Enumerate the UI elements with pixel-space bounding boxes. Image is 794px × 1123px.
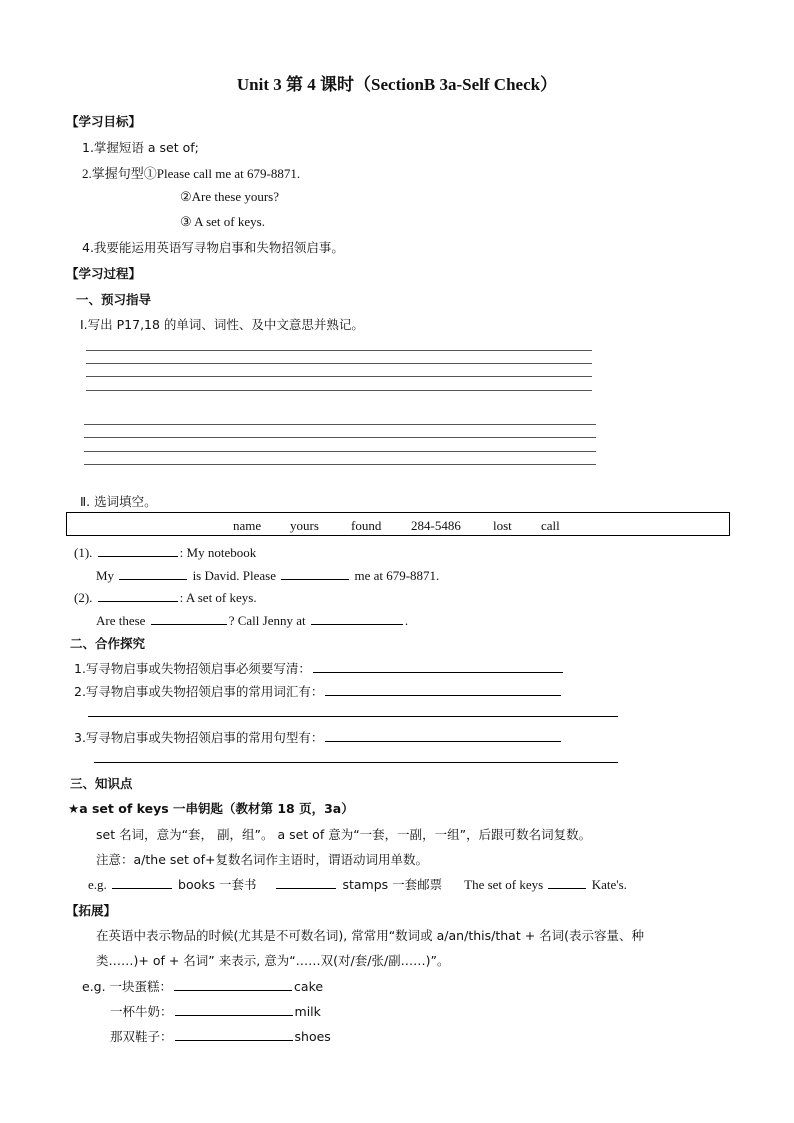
goal-1: 1.掌握短语 a set of;: [82, 140, 199, 155]
knowledge-example: e.g. books 一套书 stamps 一套邮票 The set of keys Kate's.: [88, 877, 627, 892]
blank[interactable]: [98, 543, 178, 557]
section-1-task-ii: Ⅱ. 选词填空。: [80, 494, 157, 509]
question-1-sentence: My is David. Please me at 679-8871.: [96, 568, 440, 583]
blank[interactable]: [174, 977, 292, 991]
knowledge-explanation: set 名词，意为“套， 副，组”。 a set of 意为“一套，一副，一组”，后跟可数名词复数。: [96, 827, 592, 842]
goal-2b: ②Are these yours?: [180, 189, 280, 204]
blank[interactable]: [325, 728, 561, 742]
extension-paragraph-line-2: 类……)+ of + 名词” 来表示, 意为“……双(对/套/张/副……)”。: [96, 953, 450, 968]
section-3-title: 三、知识点: [70, 776, 133, 791]
word-bank-item: call: [541, 518, 560, 533]
blank[interactable]: [151, 611, 227, 625]
extension-example-2: 一杯牛奶： milk: [110, 1004, 321, 1019]
blank[interactable]: [98, 588, 178, 602]
coop-item-3: 3.写寻物启事或失物招领启事的常用句型有：: [74, 728, 563, 746]
answer-line[interactable]: [88, 716, 618, 717]
section-1-title: 一、预习指导: [76, 292, 152, 307]
process-header: 【学习过程】: [66, 266, 142, 281]
page-title: Unit 3 第 4 课时（SectionB 3a-Self Check）: [236, 75, 558, 94]
answer-line[interactable]: [94, 762, 618, 763]
coop-item-2: 2.写寻物启事或失物招领启事的常用词汇有：: [74, 682, 563, 700]
blank[interactable]: [112, 875, 172, 889]
word-bank-box: [66, 512, 730, 536]
word-bank-item: lost: [493, 518, 512, 533]
blank[interactable]: [325, 682, 561, 696]
blank[interactable]: [281, 566, 349, 580]
extension-header: 【拓展】: [66, 903, 117, 918]
word-bank-item: 284-5486: [411, 518, 461, 533]
blank[interactable]: [276, 875, 336, 889]
section-2-title: 二、合作探究: [70, 636, 146, 651]
blank[interactable]: [175, 1027, 293, 1041]
goal-4: 4.我要能运用英语写寻物启事和失物招领启事。: [82, 240, 344, 255]
blank[interactable]: [313, 659, 563, 673]
question-2-heading: (2). : A set of keys.: [74, 590, 257, 605]
coop-item-1: 1.写寻物启事或失物招领启事必须要写清：: [74, 659, 565, 677]
goal-2: 2.掌握句型①Please call me at 679-8871.: [82, 166, 301, 181]
word-bank-item: found: [351, 518, 382, 533]
question-1-heading: (1). : My notebook: [74, 545, 257, 560]
extension-example-3: 那双鞋子： shoes: [110, 1029, 331, 1044]
knowledge-point-title: ★a set of keys 一串钥匙（教材第 18 页，3a）: [68, 801, 354, 816]
extension-example-1: e.g. 一块蛋糕： cake: [82, 979, 324, 994]
knowledge-note: 注意：a/the set of+复数名词作主语时，谓语动词用单数。: [96, 852, 428, 867]
question-2-sentence: Are these ? Call Jenny at .: [96, 613, 409, 628]
blank[interactable]: [119, 566, 187, 580]
word-bank-item: name: [233, 518, 262, 533]
word-bank-item: yours: [290, 518, 319, 533]
blank[interactable]: [311, 611, 403, 625]
section-1-task-i: Ⅰ.写出 P17,18 的单词、词性、及中文意思并熟记。: [80, 317, 364, 332]
blank[interactable]: [175, 1002, 293, 1016]
blank[interactable]: [548, 875, 586, 889]
goals-header: 【学习目标】: [66, 114, 142, 129]
extension-paragraph-line-1: 在英语中表示物品的时候(尤其是不可数名词), 常常用“数词或 a/an/this/that + 名词(表示容量、种: [96, 928, 645, 943]
goal-2c: ③ A set of keys.: [180, 214, 265, 229]
